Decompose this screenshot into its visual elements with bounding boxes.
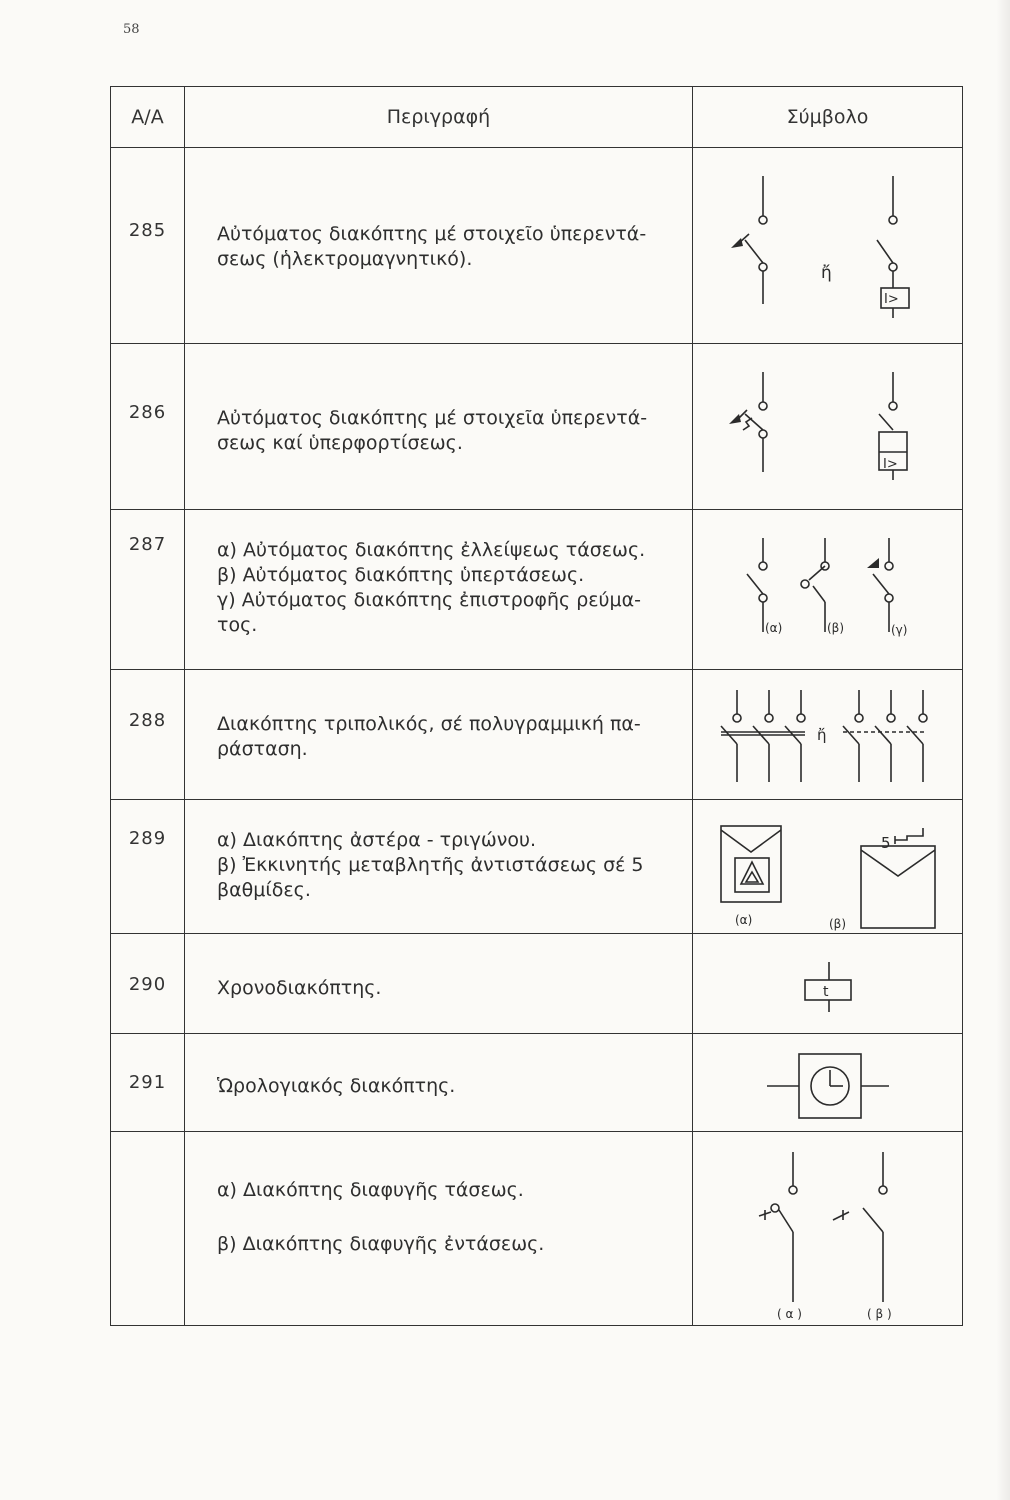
symbol-cell — [693, 510, 963, 670]
three-pole-switch-symbol — [693, 670, 963, 800]
three-pole-dashed-link — [843, 690, 927, 782]
label-b: ( β ) — [867, 1307, 892, 1321]
symbol-cell — [693, 670, 963, 800]
table-row — [111, 800, 963, 934]
page-number: 58 — [123, 22, 140, 37]
symbol-cell — [693, 1034, 963, 1132]
description-line: βαθμίδες. — [217, 879, 311, 901]
three-pole-linked-bar — [721, 690, 805, 782]
symbols-table — [110, 86, 963, 1326]
header-description: Περιγραφή — [185, 87, 693, 148]
label-a: (α) — [765, 621, 783, 635]
description-line: ράσταση. — [217, 738, 308, 760]
label-b: (β) — [829, 917, 847, 931]
label-c: (γ) — [891, 623, 908, 637]
description-line: Χρονοδιακόπτης. — [217, 977, 382, 999]
or-label: ἤ — [817, 726, 827, 744]
description-line: σεως καί ὑπερφορτίσεως. — [217, 432, 463, 454]
header-symbol: Σύμβολο — [693, 87, 963, 148]
description-line: α) Διακόπτης ἀστέρα - τριγώνου. — [217, 829, 537, 851]
row-number — [111, 1132, 185, 1326]
row-description — [185, 670, 693, 800]
or-label: ἤ — [821, 263, 832, 283]
label-a: (α) — [735, 913, 753, 927]
table-row — [111, 934, 963, 1034]
auto-switch-overcurrent-symbol — [693, 148, 963, 344]
switch-variant-box — [877, 176, 909, 318]
reverse-current-switch — [867, 538, 907, 637]
row-number: 291 — [111, 1034, 185, 1132]
description-line: β) Αὐτόματος διακόπτης ὑπερτάσεως. — [217, 564, 585, 586]
table-header-row — [111, 87, 963, 148]
symbol-cell — [693, 148, 963, 344]
clock-switch-symbol — [693, 1034, 963, 1132]
star-delta-switch — [721, 826, 781, 927]
row-number: 288 — [111, 670, 185, 800]
description-line: σεως (ἡλεκτρομαγνητικό). — [217, 248, 473, 270]
table-row — [111, 148, 963, 344]
row-number: 290 — [111, 934, 185, 1034]
symbol-cell — [693, 344, 963, 510]
time-switch-symbol — [693, 934, 963, 1034]
row-description — [185, 1034, 693, 1132]
residual-current-switch-symbols — [693, 1132, 963, 1326]
overload-box-label: I> — [883, 457, 898, 472]
table-row — [111, 344, 963, 510]
steps-label: 5 — [881, 834, 891, 852]
description-line: β) Διακόπτης διαφυγῆς ἐντάσεως. — [217, 1233, 545, 1255]
symbol-cell — [693, 934, 963, 1034]
table-row — [111, 1132, 963, 1326]
row-description — [185, 934, 693, 1034]
symbol-cell — [693, 800, 963, 934]
voltage-leakage-switch — [759, 1152, 802, 1321]
header-index: Α/Α — [111, 87, 185, 148]
table-row — [111, 510, 963, 670]
description-line: γ) Αὐτόματος διακόπτης ἐπιστροφῆς ρεύμα- — [217, 589, 641, 611]
row-description — [185, 148, 693, 344]
row-number: 286 — [111, 344, 185, 510]
table-row — [111, 670, 963, 800]
time-box-label: t — [823, 984, 829, 1000]
row-description — [185, 800, 693, 934]
table-row — [111, 1034, 963, 1132]
auto-switch-voltage-symbols — [693, 510, 963, 670]
description-line: Διακόπτης τριπολικός, σέ πολυγραμμική πα- — [217, 713, 641, 735]
description-line: τος. — [217, 614, 258, 636]
star-delta-starter-symbols — [693, 800, 963, 934]
row-number: 285 — [111, 148, 185, 344]
current-leakage-switch — [833, 1152, 892, 1321]
description-line: α) Διακόπτης διαφυγῆς τάσεως. — [217, 1179, 524, 1201]
symbol-cell — [693, 1132, 963, 1326]
undervoltage-switch — [747, 538, 782, 635]
row-number: 289 — [111, 800, 185, 934]
row-description — [185, 510, 693, 670]
label-b: (β) — [827, 621, 845, 635]
label-a: ( α ) — [777, 1307, 802, 1321]
description-line: α) Αὐτόματος διακόπτης ἐλλείψεως τάσεως. — [217, 539, 646, 561]
switch-variant-arrow — [729, 372, 767, 472]
description-line: Αὐτόματος διακόπτης μέ στοιχεῖα ὑπερεντά- — [217, 407, 648, 429]
row-description — [185, 344, 693, 510]
auto-switch-overload-symbol — [693, 344, 963, 510]
description-line: Ὡρολογιακός διακόπτης. — [217, 1075, 456, 1097]
row-number: 287 — [111, 510, 185, 670]
row-description — [185, 1132, 693, 1326]
description-line: Αὐτόματος διακόπτης μέ στοιχεῖο ὑπερεντά- — [217, 223, 647, 245]
overcurrent-box-label: I> — [884, 292, 899, 307]
page-edge-shadow — [996, 0, 1010, 1500]
description-line: β) Ἐκκινητής μεταβλητῆς ἀντιστάσεως σέ 5 — [217, 854, 644, 876]
variable-resistance-starter — [829, 828, 935, 931]
switch-variant-box — [879, 372, 907, 480]
switch-variant-arrow — [731, 176, 767, 304]
overvoltage-switch — [801, 538, 844, 635]
